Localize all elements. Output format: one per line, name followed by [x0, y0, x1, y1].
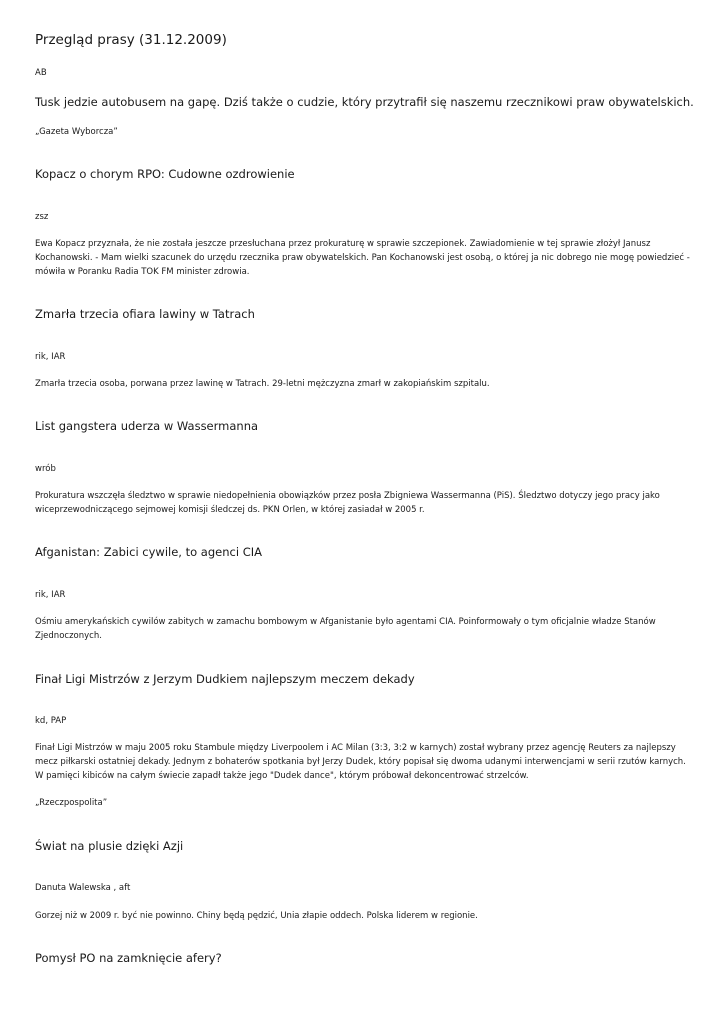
lead-text: Tusk jedzie autobusem na gapę. Dziś także o cudzie, który przytrafił się naszemu rzecznikowi praw obywatelskich.: [35, 95, 694, 109]
article-body: Ośmiu amerykańskich cywilów zabitych w zamachu bombowym w Afganistanie było agentami CIA. Poinformowały o tym oficjalnie władze Stanów Zjednoczonych.: [35, 617, 656, 641]
article-headline: Pomysł PO na zamknięcie afery?: [35, 951, 222, 965]
article-headline: Zmarła trzecia ofiara lawiny w Tatrach: [35, 307, 255, 321]
article-byline: rik, IAR: [35, 590, 66, 600]
article-headline: Finał Ligi Mistrzów z Jerzym Dudkiem najlepszym meczem dekady: [35, 672, 415, 686]
page-title: Przegląd prasy (31.12.2009): [35, 32, 227, 48]
article-byline: rik, IAR: [35, 352, 66, 362]
article-body: Prokuratura wszczęła śledztwo w sprawie niedopełnienia obowiązków przez posła Zbigniewa Wassermanna (PiS). Śledztwo dotyczy jego pracy jako wiceprzewodniczącego sejmowej komisji śledczej ds. PKN Orlen, w której zasiadał w 2005 r.: [35, 491, 660, 515]
article-byline: zsz: [35, 212, 49, 222]
source-rzeczpospolita: „Rzeczpospolita”: [35, 798, 108, 808]
source-gazeta-wyborcza: „Gazeta Wyborcza”: [35, 127, 118, 137]
article-body: Finał Ligi Mistrzów w maju 2005 roku Stambule między Liverpoolem i AC Milan (3:3, 3:2 w karnych) został wybrany przez agencję Reuters za najlepszy mecz piłkarski ostatniej dekady. Jednym z bohaterów spotkania był Jerzy Dudek, który popisał się dwoma udanymi interwencjami w serii rzutów karnych. W pamięci kibiców na całym świecie zapadł także jego "Dudek dance", którym próbował dekoncentrować strzelców.: [35, 743, 686, 781]
article-byline: kd, PAP: [35, 716, 67, 726]
article-body: Zmarła trzecia osoba, porwana przez lawinę w Tatrach. 29-letni mężczyzna zmarł w zakopiańskim szpitalu.: [35, 379, 490, 389]
article-body: Ewa Kopacz przyznała, że nie została jeszcze przesłuchana przez prokuraturę w sprawie szczepionek. Zawiadomienie w tej sprawie złożył Janusz Kochanowski. - Mam wielki szacunek do urzędu rzecznika praw obywatelskich. Pan Kochanowski jest osobą, o której ja nic dobrego nie mogę powiedzieć - mówiła w Poranku Radia TOK FM minister zdrowia.: [35, 239, 690, 277]
author: AB: [35, 68, 47, 78]
article-headline: Afganistan: Zabici cywile, to agenci CIA: [35, 545, 262, 559]
article-headline: List gangstera uderza w Wassermanna: [35, 419, 259, 433]
article-body: Gorzej niż w 2009 r. być nie powinno. Chiny będą pędzić, Unia złapie oddech. Polska liderem w regionie.: [35, 911, 478, 921]
article-headline: Kopacz o chorym RPO: Cudowne ozdrowienie: [35, 167, 295, 181]
article-headline: Świat na plusie dzięki Azji: [35, 839, 184, 853]
article-byline: wrób: [35, 464, 56, 474]
article-byline: Danuta Walewska , aft: [35, 883, 131, 893]
